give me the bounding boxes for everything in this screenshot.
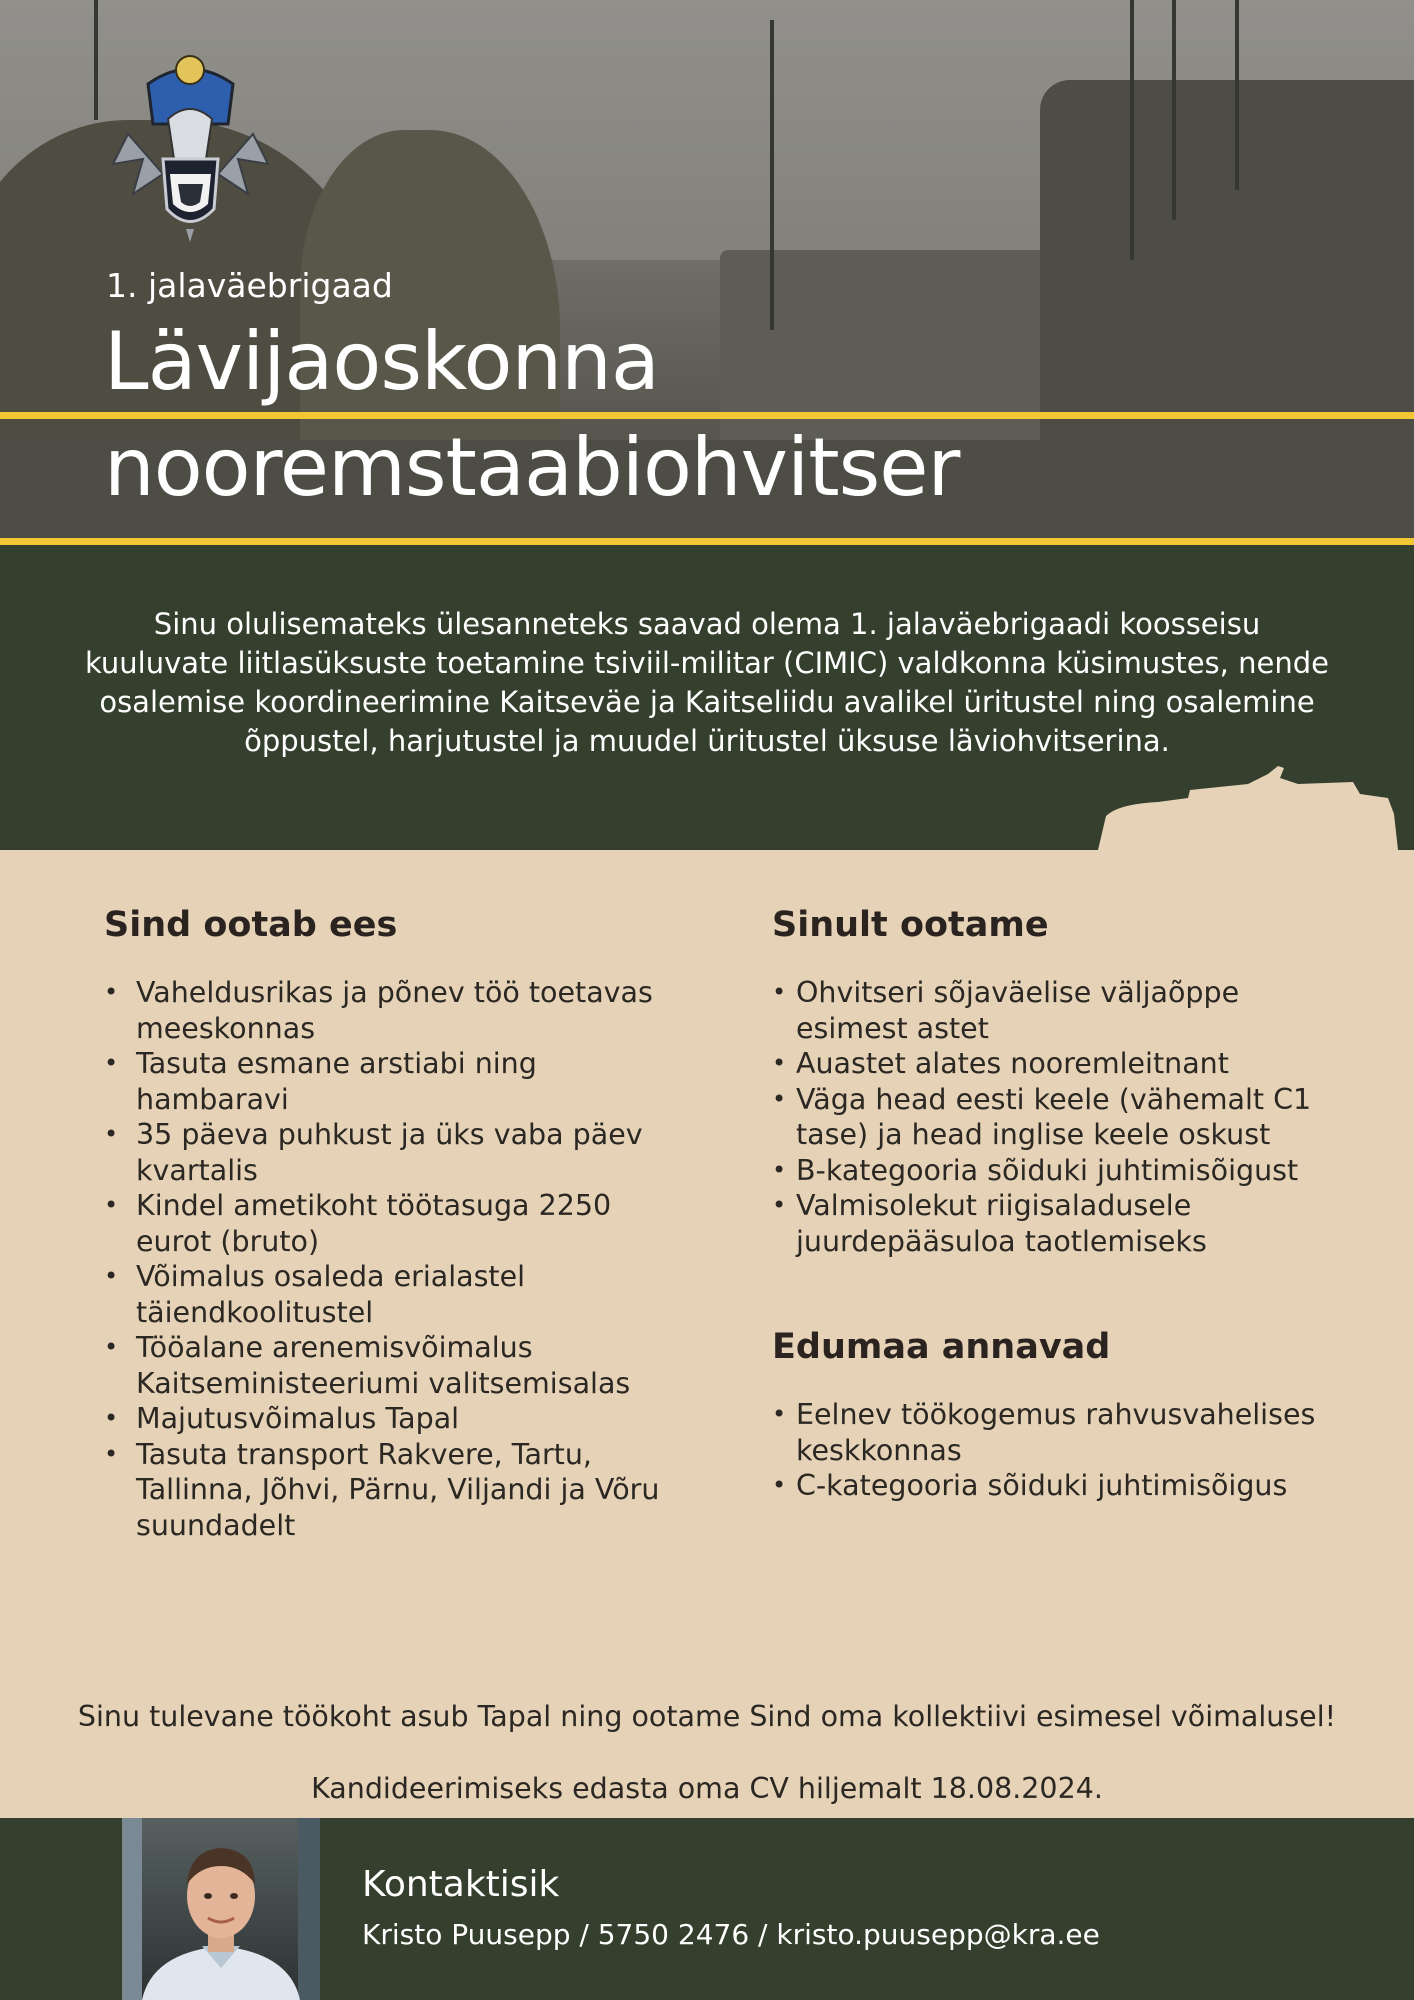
tank-silhouette-icon	[1098, 754, 1398, 850]
accent-stripe-bottom	[0, 538, 1414, 545]
list-item: • Vaheldusrikas ja põnev töö toetavas meeskonnas	[104, 975, 664, 1046]
list-item: • Eelnev töökogemus rahvusvahelises keskkonnas	[772, 1397, 1332, 1468]
accent-stripe-top	[0, 412, 1414, 419]
hero-banner	[0, 0, 1414, 540]
advantages-list	[772, 1397, 1332, 1504]
contact-footer	[0, 1818, 1414, 2000]
person-avatar-icon	[122, 1818, 320, 2000]
offer-heading: Sind ootab ees	[104, 905, 398, 945]
list-item: • Tasuta transport Rakvere, Tartu, Tallinna, Jõhvi, Pärnu, Viljandi ja Võru suundadelt	[104, 1437, 664, 1544]
requirements-list	[772, 975, 1332, 1259]
list-item: • Kindel ametikoht töötasuga 2250 eurot (bruto)	[104, 1188, 664, 1259]
offer-list	[104, 975, 664, 1543]
page-title-line1: Lävijaoskonna	[104, 315, 659, 408]
contact-info: Kristo Puusepp / 5750 2476 / kristo.puusepp@kra.ee	[362, 1918, 1100, 1951]
advantages-section	[772, 1327, 1332, 1504]
intro-text: Sinu olulisemateks ülesanneteks saavad olema 1. jalaväebrigaadi koosseisu kuuluvate liitlasüksuste toetamine tsiviil-militar (CIMIC) valdkonna küsimustes, nende osalemise koordineerimine Kaitseväe ja Kaitseliidu avalikel üritustel ning osalemine õppustel, harjutustel ja muudel üritustel üksuse läviohvitserina.	[85, 607, 1329, 758]
list-item: • Võimalus osaleda erialastel täiendkoolitustel	[104, 1259, 664, 1330]
list-item: • B-kategooria sõiduki juhtimisõigust	[772, 1153, 1332, 1189]
contact-photo	[122, 1818, 320, 2000]
brigade-name: 1. jalaväebrigaad	[106, 266, 393, 305]
list-item: • Majutusvõimalus Tapal	[104, 1401, 664, 1437]
location-note: Sinu tulevane töökoht asub Tapal ning ootame Sind oma kollektiivi esimesel võimalusel!	[77, 1700, 1337, 1733]
page-title-line2: nooremstaabiohvitser	[104, 421, 960, 514]
offer-section	[104, 905, 664, 1543]
list-item: • Auastet alates nooremleitnant	[772, 1046, 1332, 1082]
advantages-heading: Edumaa annavad	[772, 1327, 1111, 1367]
requirements-heading: Sinult ootame	[772, 905, 1049, 945]
list-item: • Ohvitseri sõjaväelise väljaõppe esimest astet	[772, 975, 1332, 1046]
list-item: • Valmisolekut riigisaladusele juurdepääsuloa taotlemiseks	[772, 1188, 1332, 1259]
list-item: • Tasuta esmane arstiabi ning hambaravi	[104, 1046, 664, 1117]
list-item: • 35 päeva puhkust ja üks vaba päev kvartalis	[104, 1117, 664, 1188]
brigade-emblem-icon	[108, 44, 273, 244]
list-item: • Väga head eesti keele (vähemalt C1 tase) ja head inglise keele oskust	[772, 1082, 1332, 1153]
contact-label: Kontaktisik	[362, 1864, 560, 1905]
list-item: • Tööalane arenemisvõimalus Kaitseministeeriumi valitsemisalas	[104, 1330, 664, 1401]
requirements-section	[772, 905, 1332, 1504]
list-item: • C-kategooria sõiduki juhtimisõigus	[772, 1468, 1332, 1504]
deadline-note: Kandideerimiseks edasta oma CV hiljemalt 18.08.2024.	[311, 1772, 1103, 1805]
intro-band	[0, 545, 1414, 850]
